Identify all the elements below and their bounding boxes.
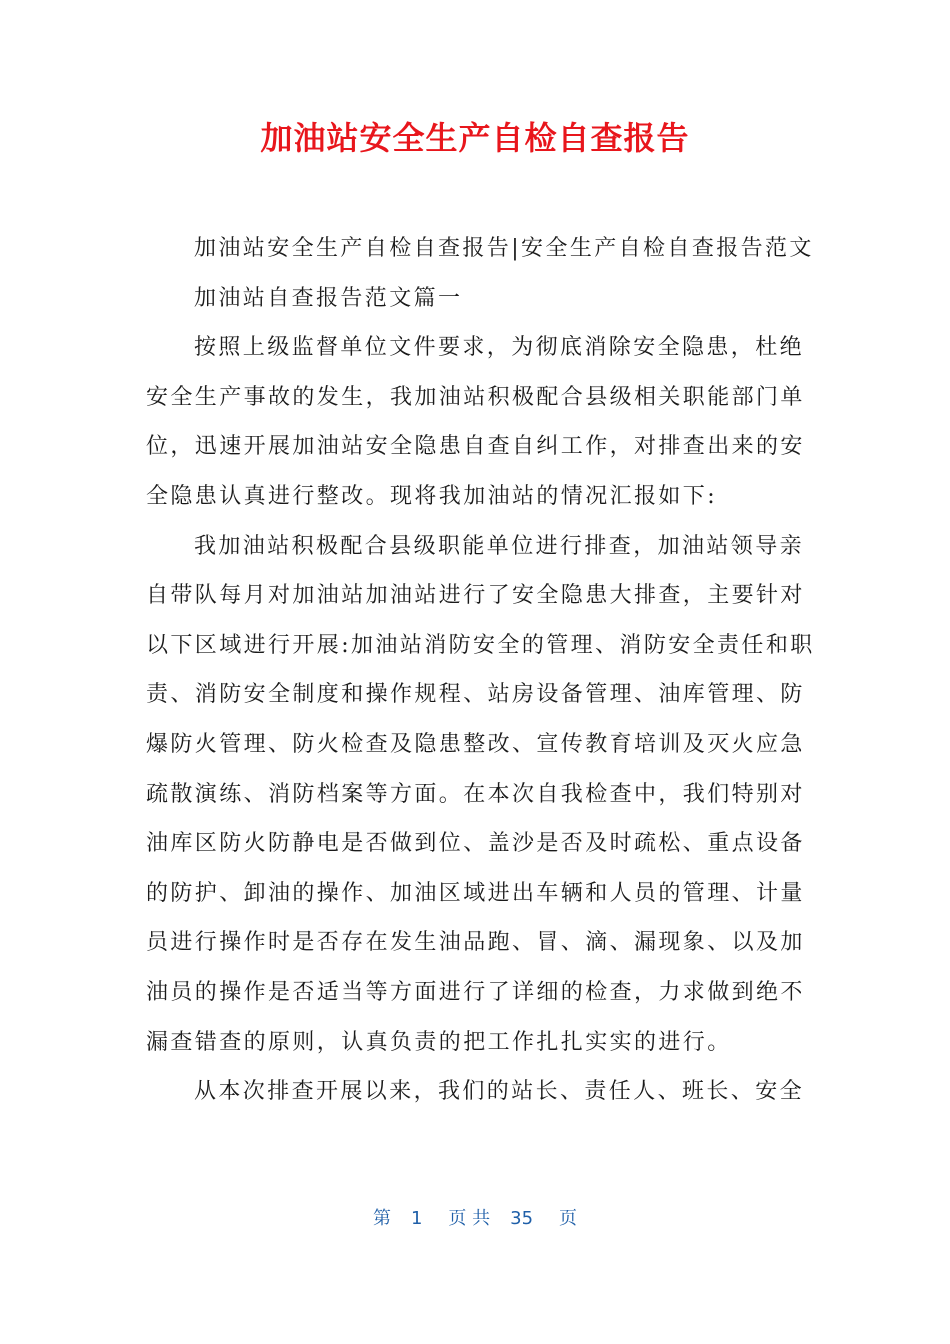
footer-page-number: 1: [410, 1208, 423, 1229]
footer-prefix: 第: [372, 1208, 391, 1229]
paragraph-2-line-6: 疏散演练、消防档案等方面。在本次自我检查中，我们特别对: [146, 781, 805, 807]
paragraph-2-line-8: 的防护、卸油的操作、加油区域进出车辆和人员的管理、计量: [146, 880, 805, 906]
paragraph-2-line-4: 责、消防安全制度和操作规程、站房设备管理、油库管理、防: [146, 682, 805, 708]
paragraph-2-line-2: 自带队每月对加油站加油站进行了安全隐患大排查，主要针对: [146, 583, 805, 609]
paragraph-2-line-11: 漏查错查的原则，认真负责的把工作扎扎实实的进行。: [146, 1029, 732, 1055]
paragraph-2-line-10: 油员的操作是否适当等方面进行了详细的检查，力求做到绝不: [146, 979, 805, 1005]
document-title: 加油站安全生产自检自查报告: [260, 119, 690, 157]
paragraph-2-line-9: 员进行操作时是否存在发生油品跑、冒、滴、漏现象、以及加: [146, 930, 805, 956]
page-footer: [0, 1205, 950, 1233]
section-heading: 加油站自查报告范文篇一: [194, 285, 463, 311]
paragraph-2-line-5: 爆防火管理、防火检查及隐患整改、宣传教育培训及灭火应急: [146, 731, 805, 757]
footer-suffix: 页: [559, 1208, 578, 1229]
paragraph-1-line-2: 安全生产事故的发生，我加油站积极配合县级相关职能部门单: [146, 384, 805, 410]
paragraph-1-line-4: 全隐患认真进行整改。现将我加油站的情况汇报如下:: [146, 483, 718, 509]
paragraph-2-line-3: 以下区域进行开展:加油站消防安全的管理、消防安全责任和职: [146, 632, 815, 658]
paragraph-2-line-7: 油库区防火防静电是否做到位、盖沙是否及时疏松、重点设备: [146, 831, 805, 857]
paragraph-3-line-1: 从本次排查开展以来，我们的站长、责任人、班长、安全: [194, 1079, 805, 1105]
footer-total-pages: 35: [510, 1208, 534, 1229]
subtitle-line: 加油站安全生产自检自查报告|安全生产自检自查报告范文: [194, 236, 814, 261]
paragraph-2-line-1: 我加油站积极配合县级职能单位进行排查，加油站领导亲: [194, 533, 805, 559]
document-body: [146, 224, 815, 1117]
paragraph-1-line-3: 位，迅速开展加油站安全隐患自查自纠工作，对排查出来的安: [146, 434, 805, 460]
paragraph-1-line-1: 按照上级监督单位文件要求，为彻底消除安全隐患，杜绝: [194, 335, 805, 361]
footer-middle: 页 共: [448, 1208, 491, 1229]
